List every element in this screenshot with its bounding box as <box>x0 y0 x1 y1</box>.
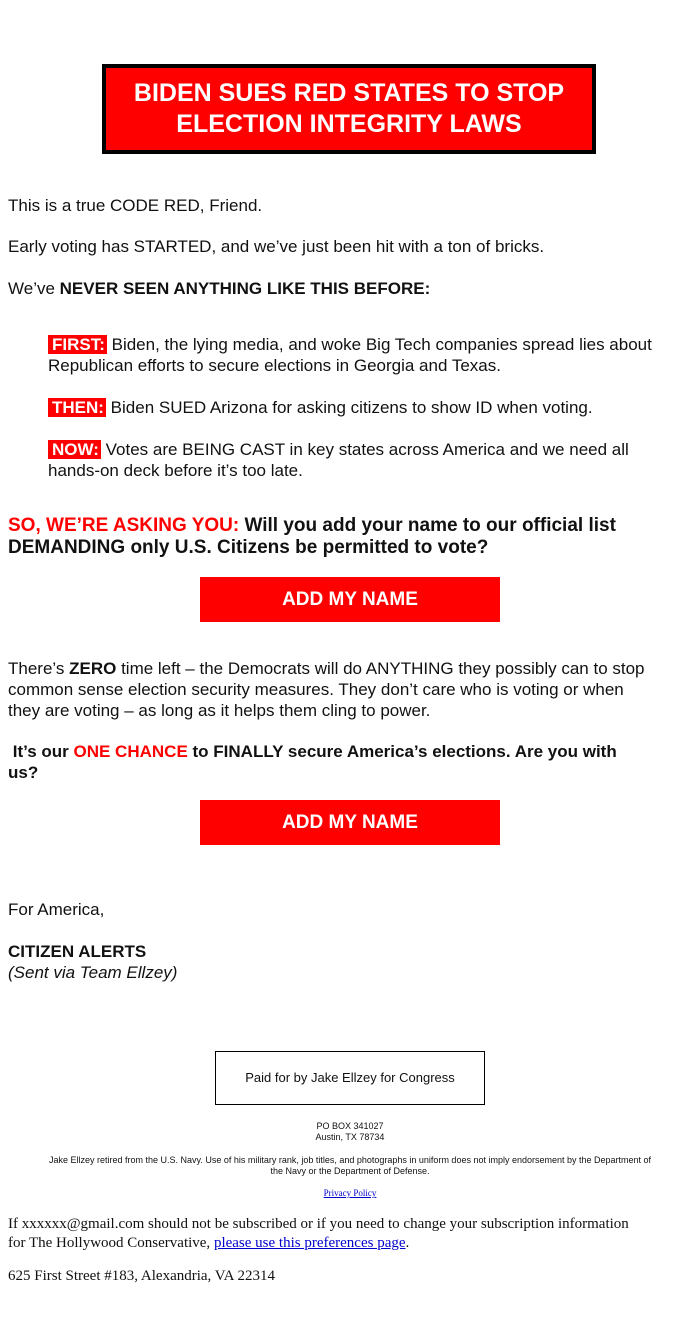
bullet-first-line-1: Biden, the lying media, and woke Big Tech companies spread lies about <box>106 335 652 354</box>
chance-line-1: to FINALLY secure America’s elections. Are you with <box>187 742 617 761</box>
sender-via: (Sent via Team Ellzey) <box>8 963 178 982</box>
bullet-first-line-2: Republican efforts to secure elections in Georgia and Texas. <box>48 356 501 375</box>
intro-paragraph-3 <box>8 278 430 299</box>
disclaimer-line-2: the Navy or the Department of Defense. <box>270 1166 430 1176</box>
intro-paragraph-1: This is a true CODE RED, Friend. <box>8 196 263 215</box>
unsubscribe-paragraph <box>8 1215 698 1253</box>
bullet-tag-now: NOW: <box>48 440 101 459</box>
zero-prefix: There’s <box>8 659 70 678</box>
military-disclaimer <box>0 1155 700 1177</box>
unsub-line-1: If xxxxxx@gmail.com should not be subscribed or if you need to change your subscription information <box>8 1216 629 1232</box>
bullet-tag-first: FIRST: <box>48 335 107 354</box>
chance-line-2: us? <box>8 763 39 782</box>
mailing-address: 625 First Street #183, Alexandria, VA 22314 <box>8 1268 275 1284</box>
zero-line-3: they are voting – as long as it helps them cling to power. <box>8 701 431 720</box>
privacy-row <box>0 1188 700 1199</box>
zero-bold: ZERO <box>69 659 117 678</box>
ask-line-2: DEMANDING only U.S. Citizens be permitted to vote? <box>8 537 489 558</box>
bullet-then <box>48 397 693 418</box>
sender-org: CITIZEN ALERTS <box>8 942 147 961</box>
privacy-policy-link[interactable]: Privacy Policy <box>323 1188 377 1198</box>
zero-time-paragraph <box>8 658 698 721</box>
bullet-now <box>48 439 693 481</box>
chance-prefix: It’s our <box>8 742 74 761</box>
paid-for-box: Paid for by Jake Ellzey for Congress <box>215 1051 485 1105</box>
intro-p3-bold: NEVER SEEN ANYTHING LIKE THIS BEFORE: <box>59 279 431 298</box>
closing-text: For America, <box>8 900 105 919</box>
bullet-now-line-1: Votes are BEING CAST in key states across America and we need all <box>100 440 629 459</box>
zero-line-1: time left – the Democrats will do ANYTHING they possibly can to stop <box>116 659 645 678</box>
po-box: PO BOX 341027 <box>316 1121 384 1131</box>
headline-line-2: ELECTION INTEGRITY LAWS <box>176 110 522 138</box>
intro-paragraph-2: Early voting has STARTED, and we’ve just been hit with a ton of bricks. <box>8 237 545 256</box>
bullet-then-line-1: Biden SUED Arizona for asking citizens to show ID when voting. <box>105 398 593 417</box>
unsub-line-2-prefix: for The Hollywood Conservative, <box>8 1235 214 1251</box>
preferences-page-link[interactable]: please use this preferences page <box>213 1235 406 1251</box>
city-line: Austin, TX 78734 <box>315 1132 385 1142</box>
bullet-tag-then: THEN: <box>48 398 106 417</box>
bullet-now-line-2: hands-on deck before it’s too late. <box>48 461 303 480</box>
chance-red: ONE CHANCE <box>73 742 188 761</box>
add-my-name-button[interactable]: ADD MY NAME <box>200 577 500 622</box>
ask-paragraph <box>8 515 688 559</box>
disclaimer-line-1: Jake Ellzey retired from the U.S. Navy. Use of his military rank, job titles, and photographs in uniform does not imply endorsement by the Department of <box>48 1155 652 1165</box>
intro-p3-prefix: We’ve <box>8 279 60 298</box>
headline-line-1: BIDEN SUES RED STATES TO STOP <box>133 79 565 107</box>
one-chance-paragraph <box>8 741 688 783</box>
zero-line-2: common sense election security measures. They don’t care who is voting or when <box>8 680 624 699</box>
bullet-first <box>48 334 693 376</box>
headline-banner <box>102 64 596 154</box>
ask-line-1: Will you add your name to our official list <box>239 515 616 536</box>
add-my-name-button-2[interactable]: ADD MY NAME <box>200 800 500 845</box>
ask-red-lead: SO, WE’RE ASKING YOU: <box>8 515 240 536</box>
unsub-line-2-suffix: . <box>405 1235 410 1251</box>
